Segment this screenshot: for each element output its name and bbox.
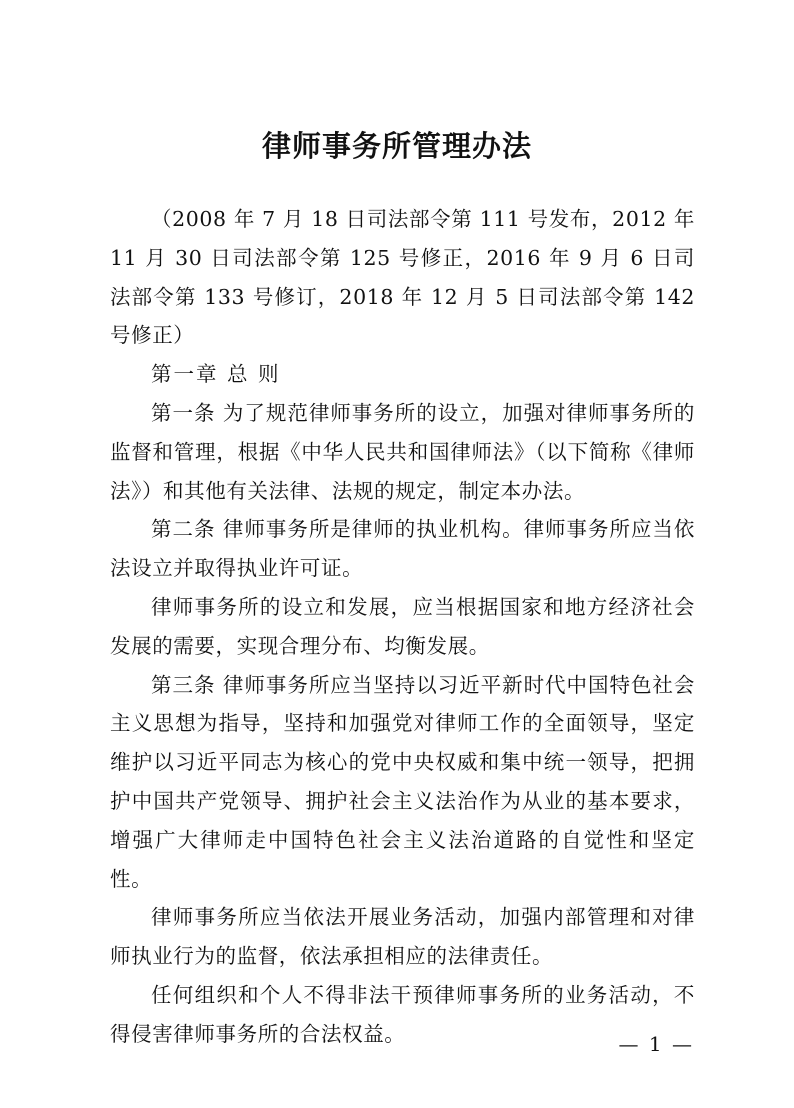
- page-number: — 1 —: [618, 1032, 694, 1056]
- document-title: 律师事务所管理办法: [261, 129, 532, 163]
- article-1-paragraph: 第一条 为了规范律师事务所的设立，加强对律师事务所的监督和管理，根据《中华人民共和国律师法》（以下简称《律师法》）和其他有关法律、法规的规定，制定本办法。: [110, 400, 695, 503]
- chapter-heading: 第一章 总 则: [151, 362, 281, 387]
- article-3-paragraph-2: 律师事务所应当依法开展业务活动，加强内部管理和对律师执业行为的监督，依法承担相应的法律责任。: [110, 905, 695, 969]
- article-3-paragraph-3: 任何组织和个人不得非法干预律师事务所的业务活动，不得侵害律师事务所的合法权益。: [110, 982, 695, 1046]
- article-2-paragraph-2: 律师事务所的设立和发展，应当根据国家和地方经济社会发展的需要，实现合理分布、均衡发展。: [110, 594, 695, 658]
- article-3-paragraph: 第三条 律师事务所应当坚持以习近平新时代中国特色社会主义思想为指导，坚持和加强党对律师工作的全面领导，坚定维护以习近平同志为核心的党中央权威和集中统一领导，把拥护中国共产党领导、拥护社会主义法治作为从业的基本要求，增强广大律师走中国特色社会主义法治道路的自觉性和坚定性。: [110, 672, 695, 891]
- revision-history-paragraph: （2008 年 7 月 18 日司法部令第 111 号发布，2012 年 11 月 30 日司法部令第 125 号修正，2016 年 9 月 6 日司法部令第 133 号修订，2018 年 12 月 5 日司法部令第 142 号修正）: [110, 207, 695, 348]
- article-2-paragraph: 第二条 律师事务所是律师的执业机构。律师事务所应当依法设立并取得执业许可证。: [110, 517, 695, 581]
- document-body: [110, 200, 695, 1054]
